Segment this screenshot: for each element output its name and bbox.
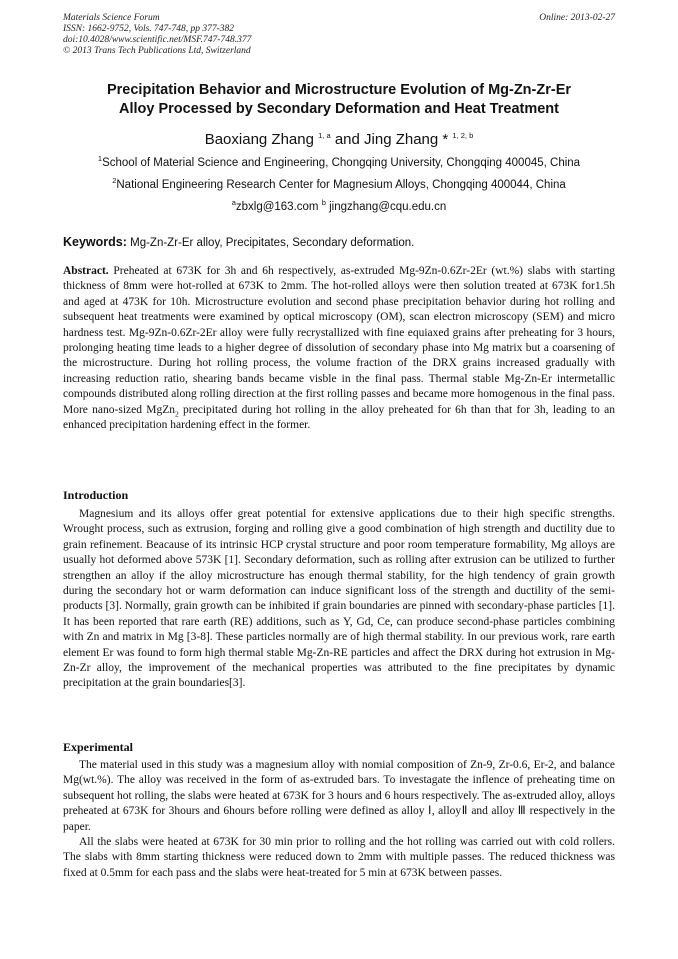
introduction-paragraph: Magnesium and its alloys offer great potential for extensive applications due to their high specific strengths. Wrought process, such as extrusion, forging and rolling give a good combination of high strength and ductility due to grain refinement. Beacause of its intrinsic HCP crystal structure and poor room temperature formability, Mg alloys are usually hot deformed above 573K [1]. Secondary deformation, such as rolling after extrusion can be utilized to further strengthen an alloy if the alloy microstructure has enough thermal stability, for the high tendency of grain growth during the secondary hot or warm deformation can induce significant loss of the strength and ductility of the semi-products [3]. Normally, grain growth can be inhibited if grain boundaries are pinned with secondary-phase particles [1]. It has been reported that rare earth (RE) additions, such as Y, Gd, Ce, can produce second-phase particles combining with Zn and matrix in Mg [3-8]. These particles normally are of high thermal stability. In our previous work, rare earth element Er was found to form high thermal stable Mg-Zn-RE particles and affect the DRX during hot extrusion in Mg-Zn-Zr alloy, the improvement of the mechanical properties was attributed to the fine precipitates by dynamic precipitation at the grain boundaries[3].	[63, 508, 615, 690]
abstract	[63, 264, 615, 433]
email-2-mark: b	[321, 198, 326, 208]
keywords-text: Mg-Zn-Zr-Er alloy, Precipitates, Secondary deformation.	[130, 237, 415, 249]
affiliation-2	[63, 176, 615, 191]
affiliation-1	[63, 154, 615, 169]
title-line-1: Precipitation Behavior and Microstructure Evolution of Mg-Zn-Zr-Er	[106, 82, 572, 98]
issn-line: ISSN: 1662-9752, Vols. 747-748, pp 377-382	[63, 24, 234, 34]
paper-title	[63, 81, 615, 119]
abstract-label: Abstract.	[63, 265, 109, 277]
keywords-label: Keywords:	[63, 235, 127, 249]
journal-name: Materials Science Forum	[63, 13, 160, 23]
affiliation-1-mark: 1	[97, 154, 103, 164]
introduction-body	[63, 507, 615, 692]
author-2-mark: 1, 2, b	[452, 131, 474, 140]
keywords	[63, 235, 615, 249]
experimental-heading: Experimental	[63, 740, 133, 754]
doi-line: doi:10.4028/www.scientific.net/MSF.747-748.377	[63, 35, 252, 45]
copyright-line: © 2013 Trans Tech Publications Ltd, Switzerland	[63, 46, 251, 56]
journal-header	[63, 13, 251, 57]
author-1-mark: 1, a	[318, 131, 331, 140]
introduction-heading: Introduction	[63, 488, 129, 502]
title-line-2: Alloy Processed by Secondary Deformation and Heat Treatment	[119, 101, 559, 117]
email-2: jingzhang@cqu.edu.cn	[329, 201, 447, 213]
affiliation-1-text: School of Material Science and Engineering, Chongqing University, Chongqing 400045, China	[102, 157, 581, 169]
abstract-part-2: precipitated during hot rolling in the alloy preheated for 6h than that for 3h, leading to an enhanced precipitation hardening effect in the former.	[63, 403, 615, 432]
author-2-name: Jing Zhang *	[364, 131, 449, 148]
email-1-mark: a	[231, 198, 236, 208]
affiliation-2-text: National Engineering Research Center for Magnesium Alloys, Chongqing 400044, China	[116, 179, 566, 191]
abstract-part-1: Preheated at 673K for 3h and 6h respectively, as-extruded Mg-9Zn-0.6Zr-2Er (wt.%) slabs with starting thickness of 8mm were hot-rolled at 673K to 2mm. The hot-rolled alloys were then solution treated at 673K for1.5h and aged at 473K for 10h. Microstructure evolution and second phase precipitation behavior during hot rolling and subsequent heat treatments were examined by optical microscopy (OM), scan electron microscopy (SEM) and micro hardness test. Mg-9Zn-0.6Zr-2Er alloy were fully recrystallized with fine equiaxed grains after preheating for 3 hours, prolonging heating time leads to a higher degree of dissolution of secondary phase into Mg matrix but a coarsening of the microstructure. During hot rolling process, the volume fraction of the DRX grains increased gradually with increasing reduction ratio, shearing bands became visble in the final pass. Thermal stable Mg-Zn-Er intermetallic compounds distributed along rolling direction at the first rolling passes and became more homogenous in the final pass. More nano-sized MgZn	[63, 265, 616, 416]
author-line	[63, 131, 615, 148]
email-1: zbxlg@163.com	[235, 201, 319, 213]
experimental-paragraph-1: The material used in this study was a magnesium alloy with nomial composition of Zn-9, Zr-0.6, Er-2, and balance Mg(wt.%). The alloy was received in the form of as-extruded bars. To investagate the inflence of preheating time on subsequent hot rolling, the slabs were heated at 673K for 3 hours and 6 hours respectively. The as-extruded alloy, alloys preheated at 673K for 3hours and 6hours before rolling were defined as alloy Ⅰ, alloyⅡ and alloy Ⅲ respectively in the paper.	[63, 759, 615, 833]
author-conjunction: and	[334, 131, 360, 148]
affiliation-2-mark: 2	[112, 176, 117, 186]
experimental-paragraph-2: All the slabs were heated at 673K for 30 min prior to rolling and the hot rolling was carried out with cold rollers. The slabs with 8mm starting thickness were reduced down to 2mm with multiple passes. The reduced thickness was fixed at 0.5mm for each pass and the slabs were heat-treated for 5 min at 673K between passes.	[63, 836, 615, 879]
experimental-body	[63, 758, 615, 881]
author-emails	[63, 198, 615, 213]
abstract-subscript: 2	[175, 408, 179, 418]
online-date: Online: 2013-02-27	[539, 13, 615, 23]
author-1-name: Baoxiang Zhang	[204, 131, 314, 148]
